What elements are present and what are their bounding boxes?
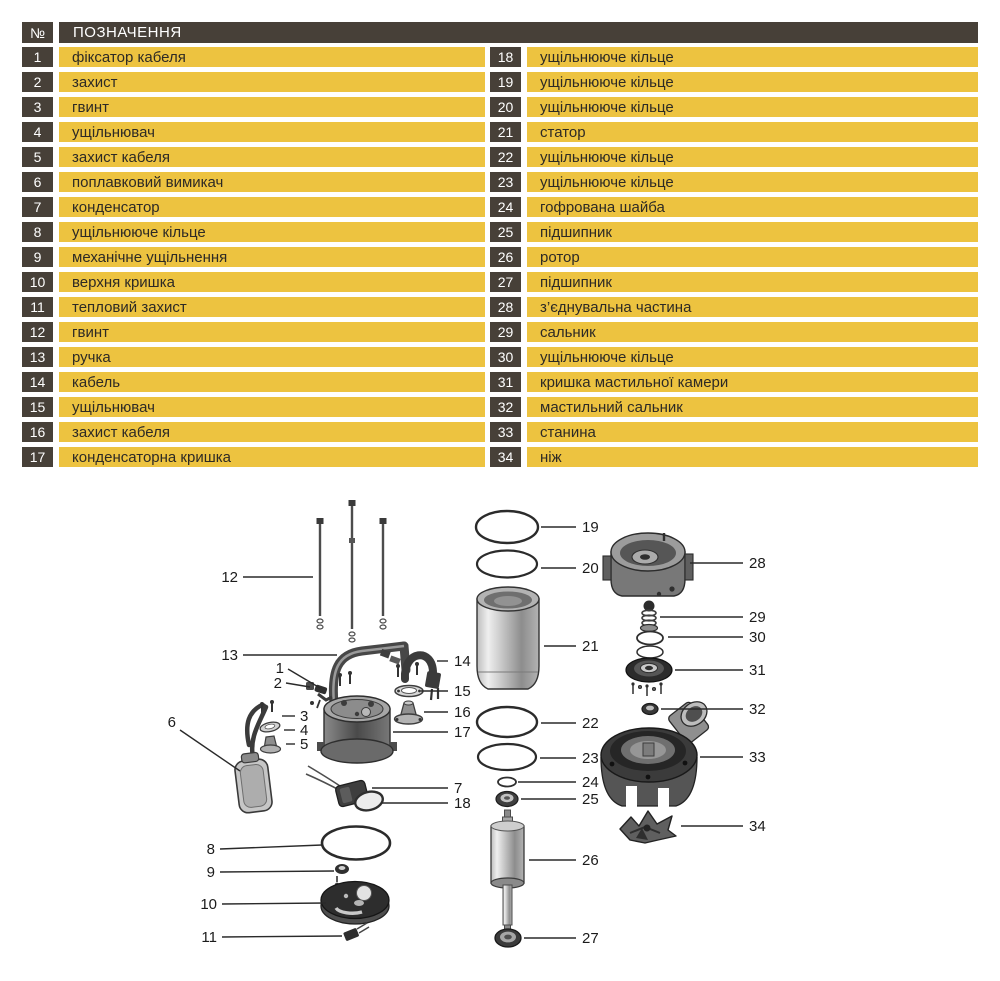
row-label: гвинт [59, 322, 485, 342]
row-number: 34 [490, 447, 521, 467]
table-row [490, 147, 978, 167]
table-row [22, 347, 485, 367]
callout-number: 13 [221, 647, 238, 664]
row-number: 18 [490, 47, 521, 67]
row-number: 16 [22, 422, 53, 442]
part-oring-23 [478, 744, 536, 770]
table-row [22, 72, 485, 92]
callout-number: 6 [167, 714, 176, 731]
table-header [22, 22, 978, 43]
table-row [490, 222, 978, 242]
row-number: 7 [22, 197, 53, 217]
callout-line [220, 845, 322, 849]
row-label: конденсатор [59, 197, 485, 217]
callout-number: 33 [749, 749, 766, 766]
table-row [22, 422, 485, 442]
table-row [490, 247, 978, 267]
row-number: 33 [490, 422, 521, 442]
row-label: підшипник [527, 272, 978, 292]
table-row [490, 197, 978, 217]
part-oring-22 [477, 707, 537, 737]
row-label: захист кабеля [59, 422, 485, 442]
row-label: ущільнююче кільце [527, 147, 978, 167]
part-oring-8 [322, 827, 390, 860]
table-row [22, 322, 485, 342]
table-row [22, 272, 485, 292]
row-label: захист кабеля [59, 147, 485, 167]
row-label: ручка [59, 347, 485, 367]
row-number: 5 [22, 147, 53, 167]
table-row [22, 97, 485, 117]
part-oil-seal-32 [642, 704, 658, 715]
callout-number: 8 [206, 841, 215, 858]
callout-number: 24 [582, 774, 599, 791]
table-row [490, 322, 978, 342]
part-oil-cover-31 [626, 658, 672, 696]
callout-number: 29 [749, 609, 766, 626]
part-handle-13 [333, 646, 406, 704]
table-row [490, 422, 978, 442]
table-row [490, 97, 978, 117]
row-number: 31 [490, 372, 521, 392]
part-seal-29 [641, 601, 658, 632]
callout-number: 5 [300, 736, 309, 753]
callout-number: 19 [582, 519, 599, 536]
part-screws-12 [317, 500, 387, 642]
callout-line [220, 871, 334, 872]
row-number: 19 [490, 72, 521, 92]
table-row [22, 122, 485, 142]
callout-number: 15 [454, 683, 471, 700]
table-row [22, 47, 485, 67]
table-row [490, 397, 978, 417]
row-label: мастильний сальник [527, 397, 978, 417]
row-number: 12 [22, 322, 53, 342]
row-label: ущільнююче кільце [527, 72, 978, 92]
callout-number: 20 [582, 560, 599, 577]
callout-number: 26 [582, 852, 599, 869]
callout-number: 11 [201, 929, 217, 946]
table-row [22, 222, 485, 242]
callout-number: 21 [582, 638, 599, 655]
row-label: конденсаторна кришка [59, 447, 485, 467]
part-gland-16 [395, 701, 423, 724]
row-label: ущільнююче кільце [527, 172, 978, 192]
row-number: 27 [490, 272, 521, 292]
part-impeller-34 [620, 811, 676, 843]
row-number: 14 [22, 372, 53, 392]
row-number: 26 [490, 247, 521, 267]
row-number: 8 [22, 222, 53, 242]
table-row [490, 297, 978, 317]
callout-number: 32 [749, 701, 766, 718]
table-row [490, 372, 978, 392]
part-rotor-26 [491, 810, 524, 931]
row-number: 17 [22, 447, 53, 467]
row-number: 24 [490, 197, 521, 217]
part-top-cover-10 [321, 882, 389, 925]
row-label: гвинт [59, 97, 485, 117]
part-orings-30 [637, 632, 663, 659]
row-label: кришка мастильної камери [527, 372, 978, 392]
table-row [22, 372, 485, 392]
row-number: 11 [22, 297, 53, 317]
callout-number: 10 [200, 896, 217, 913]
row-label: ніж [527, 447, 978, 467]
callout-number: 12 [221, 569, 238, 586]
table-row [22, 247, 485, 267]
row-number: 13 [22, 347, 53, 367]
parts-table-left [22, 47, 485, 467]
row-number: 20 [490, 97, 521, 117]
callout-number: 27 [582, 930, 599, 947]
row-number: 21 [490, 122, 521, 142]
table-row [490, 447, 978, 467]
row-number: 9 [22, 247, 53, 267]
parts-table-right [490, 47, 978, 467]
row-number: 2 [22, 72, 53, 92]
row-number: 15 [22, 397, 53, 417]
table-row [490, 172, 978, 192]
row-number: 6 [22, 172, 53, 192]
row-number: 28 [490, 297, 521, 317]
part-capacitor-cover-17 [317, 696, 397, 763]
row-number: 22 [490, 147, 521, 167]
row-label: ущільнююче кільце [527, 97, 978, 117]
row-label: механічне ущільнення [59, 247, 485, 267]
part-thermal-11 [343, 923, 369, 941]
table-row [22, 147, 485, 167]
row-label: станина [527, 422, 978, 442]
row-number: 30 [490, 347, 521, 367]
table-row [490, 122, 978, 142]
callout-number: 30 [749, 629, 766, 646]
part-bearing-25 [496, 792, 518, 807]
callout-line [180, 730, 240, 771]
row-label: ущільнююче кільце [527, 347, 978, 367]
row-label: ротор [527, 247, 978, 267]
row-number: 29 [490, 322, 521, 342]
part-oring-19 [476, 511, 538, 543]
table-row [22, 197, 485, 217]
row-number: 10 [22, 272, 53, 292]
part-washer-24 [498, 778, 516, 787]
row-label: кабель [59, 372, 485, 392]
header-number-cell: № [22, 22, 53, 43]
table-row [22, 397, 485, 417]
header-designation-cell: ПОЗНАЧЕННЯ [59, 22, 978, 43]
callout-number: 2 [273, 675, 282, 692]
row-label: захист [59, 72, 485, 92]
row-number: 1 [22, 47, 53, 67]
table-row [490, 72, 978, 92]
callout-number: 16 [454, 704, 471, 721]
row-label: гофрована шайба [527, 197, 978, 217]
row-label: фіксатор кабеля [59, 47, 485, 67]
row-label: з’єднувальна частина [527, 297, 978, 317]
row-label: ущільнююче кільце [527, 47, 978, 67]
row-number: 4 [22, 122, 53, 142]
callout-number: 18 [454, 795, 471, 812]
row-number: 23 [490, 172, 521, 192]
callout-number: 23 [582, 750, 599, 767]
callout-number: 17 [454, 724, 471, 741]
row-label: ущільнююче кільце [59, 222, 485, 242]
row-label: ущільнювач [59, 397, 485, 417]
row-label: статор [527, 122, 978, 142]
callout-number: 22 [582, 715, 599, 732]
table-row [22, 447, 485, 467]
row-label: тепловий захист [59, 297, 485, 317]
part-bearing-27 [495, 929, 521, 947]
callout-number: 7 [454, 780, 463, 797]
row-label: підшипник [527, 222, 978, 242]
part-casing-33 [601, 697, 712, 808]
callout-number: 3 [300, 708, 309, 725]
part-oring-20 [477, 551, 537, 578]
row-number: 32 [490, 397, 521, 417]
row-number: 25 [490, 222, 521, 242]
table-row [490, 47, 978, 67]
table-row [22, 297, 485, 317]
callout-number: 4 [300, 722, 309, 739]
part-connector-28 [603, 533, 693, 596]
callout-line [222, 936, 342, 937]
row-label: сальник [527, 322, 978, 342]
table-row [490, 272, 978, 292]
callout-number: 9 [206, 864, 215, 881]
row-number: 3 [22, 97, 53, 117]
callout-line [222, 903, 326, 904]
callout-number: 31 [749, 662, 766, 679]
callout-number: 34 [749, 818, 766, 835]
row-label: ущільнювач [59, 122, 485, 142]
table-row [22, 172, 485, 192]
part-stator-21 [477, 587, 539, 689]
callout-line [288, 669, 320, 688]
part-gasket-15 [395, 686, 423, 697]
callout-number: 28 [749, 555, 766, 572]
row-label: поплавковий вимикач [59, 172, 485, 192]
callout-number: 25 [582, 791, 599, 808]
callout-number: 14 [454, 653, 471, 670]
callout-number: 1 [275, 660, 284, 677]
row-label: верхня кришка [59, 272, 485, 292]
table-row [490, 347, 978, 367]
